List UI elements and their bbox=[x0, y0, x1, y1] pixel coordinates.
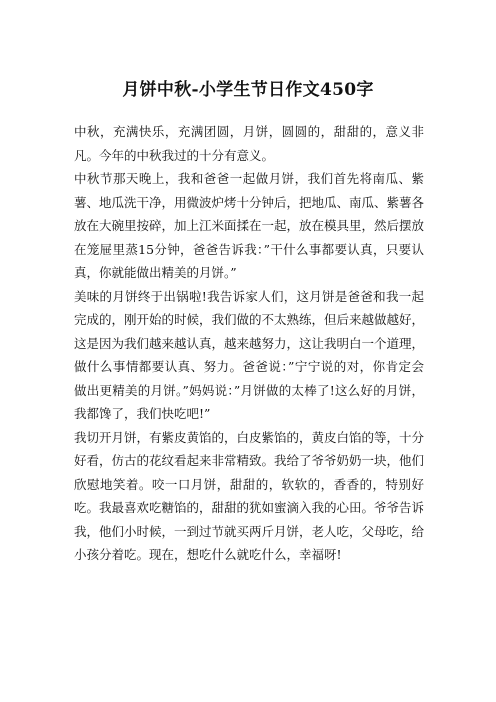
document-title: 月饼中秋-小学生节日作文450字 bbox=[122, 80, 374, 100]
paragraph-1: 中秋，充满快乐，充满团圆，月饼，圆圆的，甜甜的，意义非凡。今年的中秋我过的十分有意义。 bbox=[74, 124, 424, 163]
paragraph-2: 中秋节那天晚上，我和爸爸一起做月饼，我们首先将南瓜、紫薯、地瓜洗干净，用微波炉烤十分钟后，把地瓜、南瓜、紫薯各放在大碗里按碎，加上江米面揉在一起，放在模具里，然后摆放在笼屉里蒸15分钟，爸爸告诉我：”干什么事都要认真，只要认真，你就能做出精美的月饼。” bbox=[74, 171, 425, 280]
paragraph-4: 我切开月饼，有紫皮黄馅的，白皮紫馅的，黄皮白馅的等，十分好看，仿古的花纹看起来非常精致。我给了爷爷奶奶一块，他们欣慰地笑着。咬一口月饼，甜甜的，软软的，香香的，特别好吃。我最喜欢吃糖馅的，甜甜的犹如蜜滴入我的心田。爷爷告诉我，他们小时候，一到过节就买两斤月饼，老人吃，父母吃，给小孩分着吃。现在，想吃什么就吃什么，幸福呀! bbox=[74, 429, 425, 562]
document-body bbox=[74, 120, 424, 567]
paragraph-3: 美味的月饼终于出锅啦!我告诉家人们，这月饼是爸爸和我一起完成的，刚开始的时候，我们做的不太熟练，但后来越做越好，这是因为我们越来越认真，越来越努力，这让我明白一个道理，做什么事情都要认真、努力。爸爸说：”宁宁说的对，你肯定会做出更精美的月饼。”妈妈说：”月饼做的太棒了!这么好的月饼，我都馋了，我们快吃吧!” bbox=[74, 288, 425, 421]
